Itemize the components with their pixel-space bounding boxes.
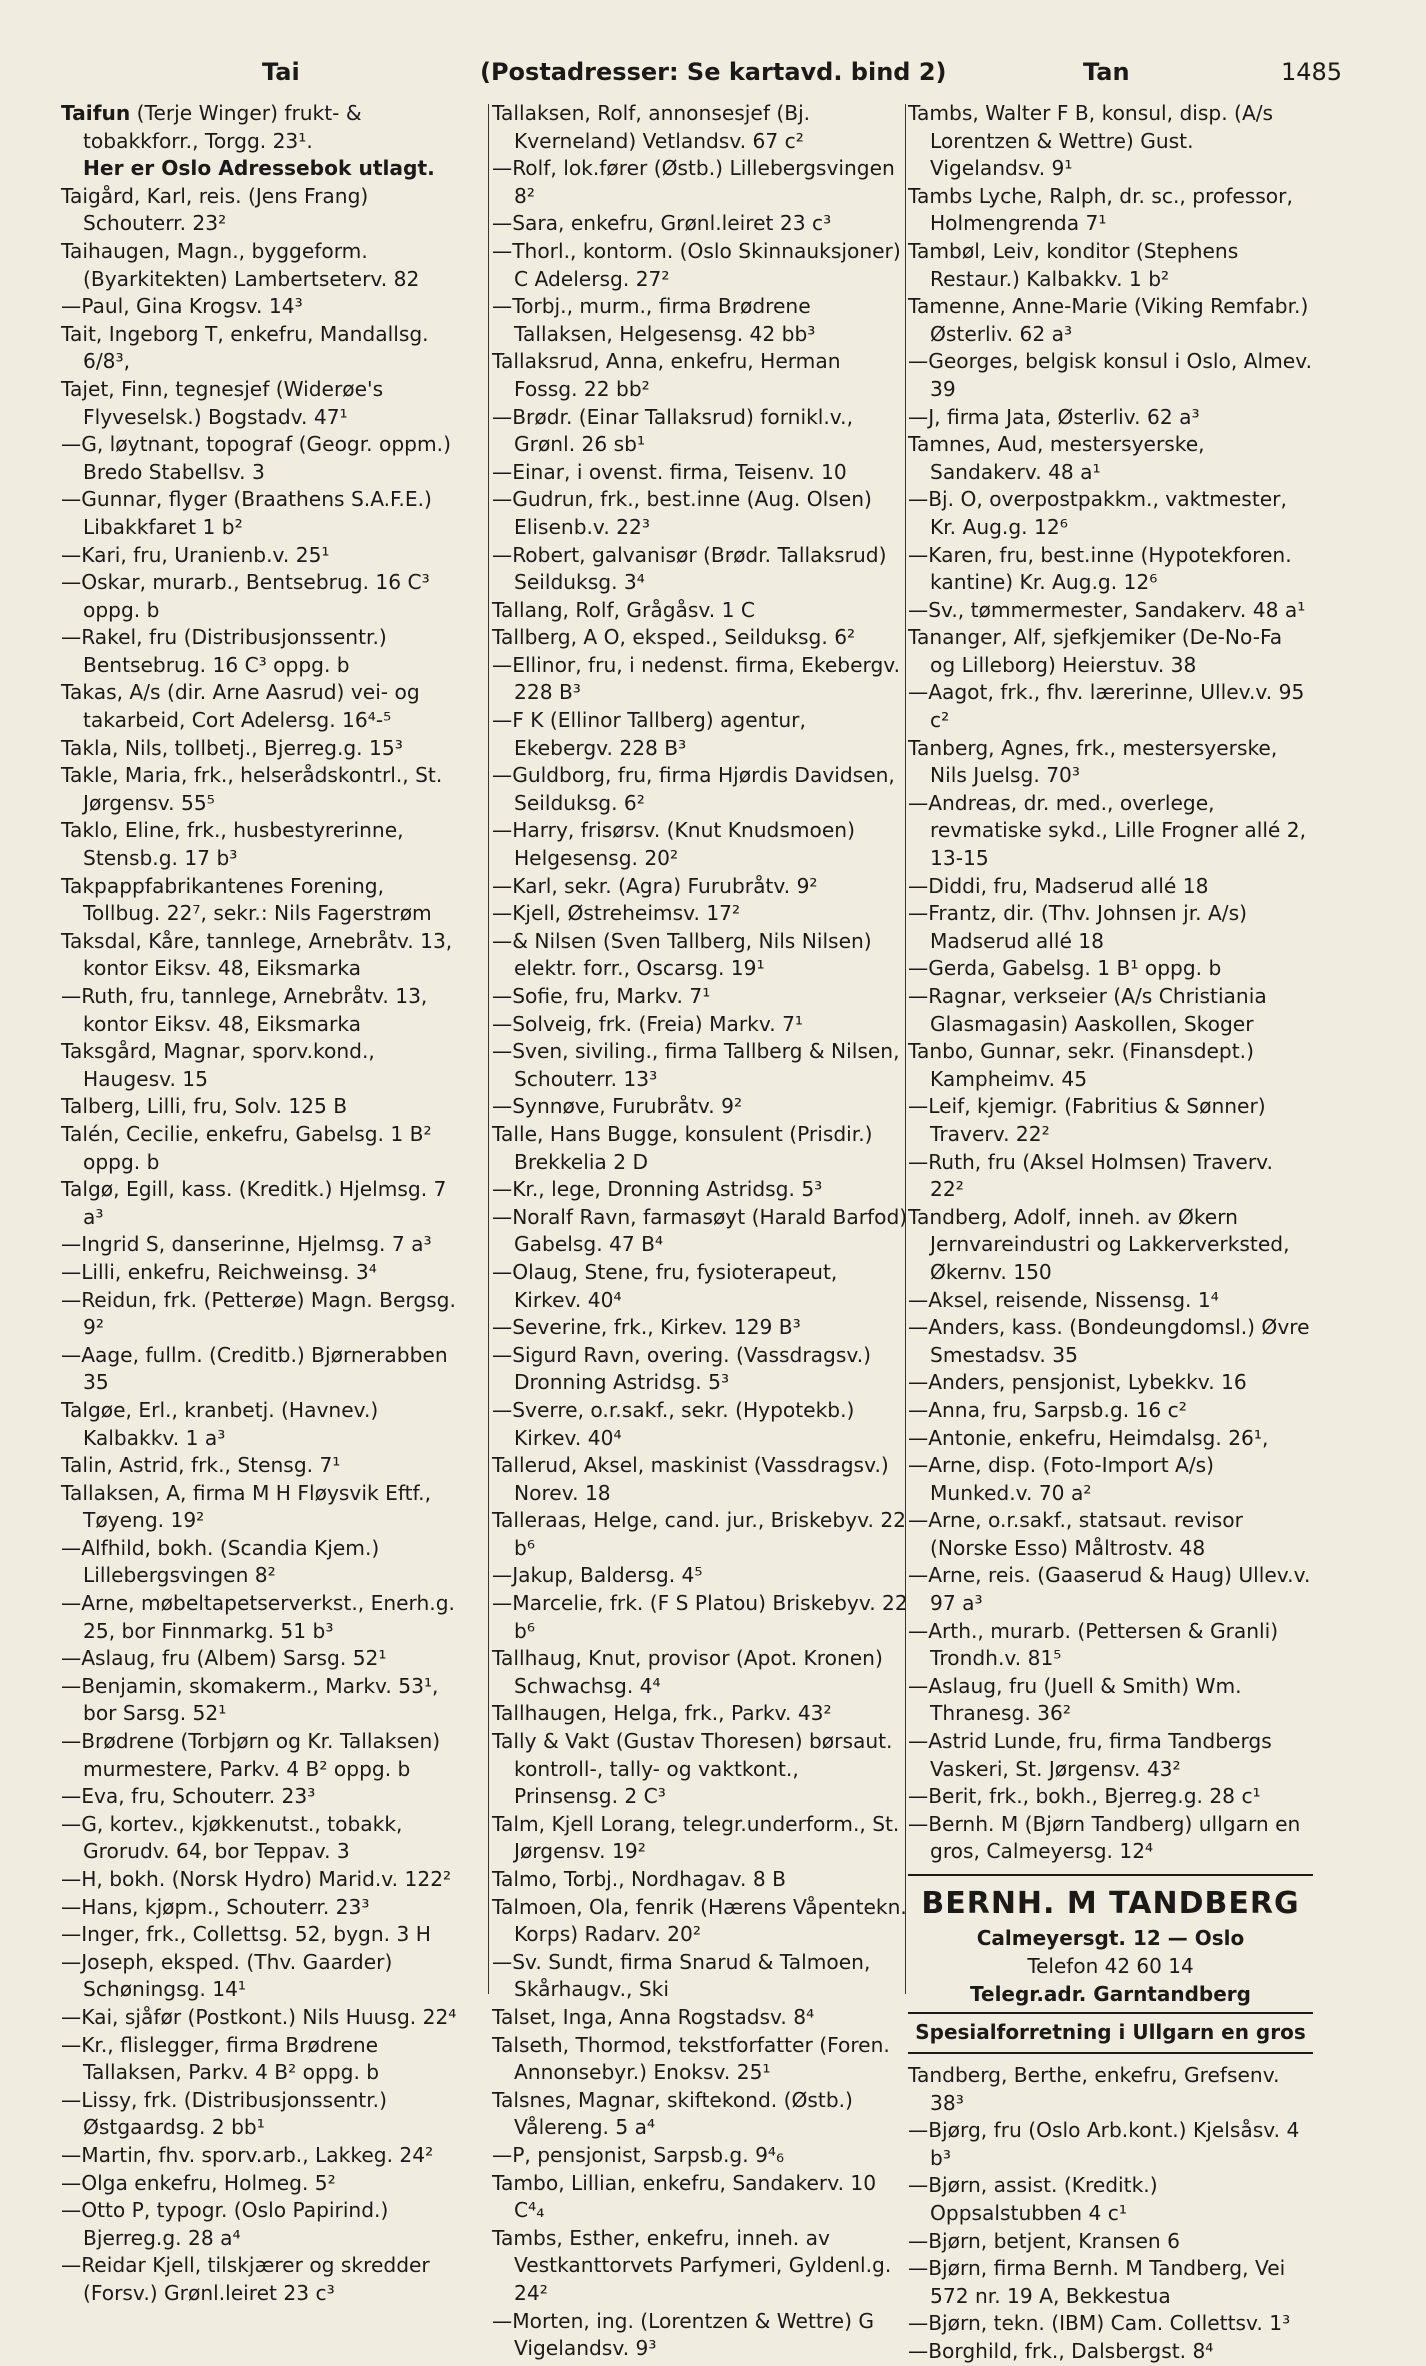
- directory-entry: Talleraas, Helge, cand. jur., Briskebyv. 22 b⁶: [492, 1508, 907, 1560]
- directory-entry: —Bjørn, tekn. (IBM) Cam. Collettsv. 1³: [908, 2311, 1291, 2336]
- ad-specialty: Spesialforretning i Ullgarn en gros: [908, 2012, 1313, 2046]
- directory-entry: —Berit, frk., bokh., Bjerreg.g. 28 c¹: [908, 1784, 1261, 1809]
- directory-entry: Talsnes, Magnar, skiftekond. (Østb.) Vålereng. 5 a⁴: [492, 2087, 853, 2140]
- directory-entry: —Inger, frk., Collettsg. 52, bygn. 3 H: [61, 1922, 431, 1947]
- directory-entry: Tanbo, Gunnar, sekr. (Finansdept.) Kampheimv. 45: [908, 1039, 1254, 1091]
- directory-entry: —Kr., lege, Dronning Astridsg. 5³: [492, 1177, 823, 1202]
- directory-entry: —Alfhild, bokh. (Scandia Kjem.) Lillebergsvingen 8²: [61, 1535, 380, 1588]
- directory-entry: Talmo, Torbj., Nordhagav. 8 B: [492, 1867, 786, 1891]
- directory-entry: Tallaksen, A, firma M H Fløysvik Eftf., Tøyeng. 19²: [61, 1480, 431, 1533]
- directory-entry: —Leif, kjemigr. (Fabritius & Sønner) Traverv. 22²: [908, 1094, 1266, 1146]
- directory-entry: —Reidun, frk. (Petterøe) Magn. Bergsg. 9²: [61, 1287, 456, 1340]
- directory-entry: —Paul, Gina Krogsv. 14³: [61, 294, 303, 319]
- directory-entry: Tambs, Walter F B, konsul, disp. (A/s Lorentzen & Wettre) Gust. Vigelandsv. 9¹: [908, 101, 1274, 181]
- directory-entry: —Karen, fru, best.inne (Hypotekforen. kantine) Kr. Aug.g. 12⁶: [908, 542, 1292, 595]
- directory-entry: —Frantz, dir. (Thv. Johnsen jr. A/s) Madserud allé 18: [908, 901, 1247, 953]
- directory-entry: —Kr., flislegger, firma Brødrene Tallaksen, Parkv. 4 B² oppg. b: [61, 2032, 380, 2085]
- directory-entry: Tambo, Lillian, enkefru, Sandakerv. 10 C⁴₄: [492, 2170, 877, 2223]
- directory-entry: Tambs, Esther, enkefru, inneh. av Vestkanttorvets Parfymeri, Gyldenl.g. 24²: [492, 2225, 892, 2305]
- directory-entry: Talgø, Egill, kass. (Kreditk.) Hjelmsg. 7 a³: [61, 1177, 447, 1229]
- directory-entry: —Ingrid S, danserinne, Hjelmsg. 7 a³: [61, 1232, 432, 1257]
- directory-entry: —Bjørg, fru (Oslo Arb.kont.) Kjelsåsv. 4 b³: [908, 2118, 1300, 2170]
- directory-entry: Talmoen, Ola, fenrik (Hærens Våpentekn. Korps) Radarv. 20²: [492, 1894, 907, 1947]
- directory-entry: —J, firma Jata, Østerliv. 62 a³: [908, 404, 1200, 429]
- directory-entry: —Olaug, Stene, fru, fysioterapeut, Kirkev. 40⁴: [492, 1259, 838, 1312]
- directory-entry: —Karl, sekr. (Agra) Furubråtv. 9²: [492, 873, 818, 898]
- directory-entry: —Ragnar, verkseier (A/s Christiania Glasmagasin) Aaskollen, Skoger: [908, 984, 1267, 1036]
- directory-entry: Talén, Cecilie, enkefru, Gabelsg. 1 B² oppg. b: [61, 1121, 432, 1174]
- directory-entry: —Anna, fru, Sarpsb.g. 16 c²: [908, 1397, 1187, 1422]
- directory-entry: —Aksel, reisende, Nissensg. 1⁴: [908, 1287, 1219, 1312]
- column-2: [492, 100, 908, 2363]
- directory-entry: —F K (Ellinor Tallberg) agentur, Ekebergv. 228 B³: [492, 708, 806, 760]
- directory-entry: —Severine, frk., Kirkev. 129 B³: [492, 1315, 801, 1340]
- page-header: [0, 52, 1426, 92]
- directory-entry: —Kari, fru, Uranienb.v. 25¹: [61, 542, 330, 567]
- directory-entry: —Noralf Ravn, farmasøyt (Harald Barfod) Gabelsg. 47 B⁴: [492, 1204, 908, 1257]
- directory-entry: —Gunnar, flyger (Braathens S.A.F.E.) Libakkfaret 1 b²: [61, 487, 432, 539]
- directory-entry: —Gerda, Gabelsg. 1 B¹ oppg. b: [908, 956, 1222, 981]
- directory-entry: Tallaksrud, Anna, enkefru, Herman Fossg. 22 bb²: [492, 349, 841, 401]
- directory-entry: —Andreas, dr. med., overlege, revmatiske sykd., Lille Frogner allé 2, 13-15: [908, 790, 1307, 871]
- directory-entry: Tallberg, A O, eksped., Seilduksg. 6²: [492, 625, 856, 650]
- directory-entry: —Olga enkefru, Holmeg. 5²: [61, 2170, 336, 2195]
- directory-entry: —Eva, fru, Schouterr. 23³: [61, 1784, 316, 1809]
- notice-line: Her er Oslo Adressebok utlagt.: [83, 156, 435, 181]
- entry-text: (Terje Winger) frukt- & tobakkforr., Torgg. 23¹.: [83, 101, 362, 153]
- header-center-note: (Postadresser: Se kartavd. bind 2): [480, 58, 947, 86]
- directory-entry: —P, pensjonist, Sarpsb.g. 9⁴₆: [492, 2142, 785, 2167]
- directory-entry: —Bj. O, overpostpakkm., vaktmester, Kr. Aug.g. 12⁶: [908, 487, 1287, 539]
- directory-entry: —Lilli, enkefru, Reichweinsg. 3⁴: [61, 1259, 377, 1284]
- directory-entry: —Marcelie, frk. (F S Platou) Briskebyv. 22 b⁶: [492, 1591, 908, 1643]
- directory-entry: —Robert, galvanisør (Brødr. Tallaksrud) Seilduksg. 3⁴: [492, 542, 887, 595]
- directory-entry: Tambs Lyche, Ralph, dr. sc., professor, Holmengrenda 7¹: [908, 183, 1293, 236]
- directory-entry: —Hans, kjøpm., Schouterr. 23³: [61, 1894, 370, 1919]
- directory-entry: —Synnøve, Furubråtv. 9²: [492, 1094, 743, 1119]
- directory-entry: Tanberg, Agnes, frk., mestersyerske, Nils Juelsg. 70³: [908, 735, 1278, 788]
- directory-entry: —Kjell, Østreheimsv. 17²: [492, 901, 741, 926]
- directory-entry: Talgøe, Erl., kranbetj. (Havnev.) Kalbakkv. 1 a³: [61, 1397, 379, 1450]
- directory-entry: —Sigurd Ravn, overing. (Vassdragsv.) Dronning Astridsg. 5³: [492, 1342, 872, 1395]
- directory-entry: —Sven, siviling., firma Tallberg & Nilsen, Schouterr. 13³: [492, 1039, 900, 1091]
- directory-entry: Talle, Hans Bugge, konsulent (Prisdir.) Brekkelia 2 D: [492, 1121, 873, 1174]
- directory-entry: Talset, Inga, Anna Rogstadsv. 8⁴: [492, 2004, 815, 2029]
- directory-entry: —Torbj., murm., firma Brødrene Tallaksen, Helgesensg. 42 bb³: [492, 294, 816, 346]
- directory-entry: —Arne, reis. (Gaaserud & Haug) Ullev.v. 97 a³: [908, 1563, 1311, 1616]
- directory-entry: —Martin, fhv. sporv.arb., Lakkeg. 24²: [61, 2142, 434, 2167]
- directory-entry: —Morten, ing. (Lorentzen & Wettre) G Vigelandsv. 9³: [492, 2308, 875, 2361]
- ad-address: Calmeyersgt. 12 — Oslo: [976, 1926, 1245, 1950]
- directory-entry: Talberg, Lilli, fru, Solv. 125 B: [61, 1094, 348, 1119]
- ad-company-name: BERNH. M TANDBERG: [921, 1886, 1300, 1921]
- directory-entry: —Jakup, Baldersg. 4⁵: [492, 1563, 703, 1588]
- ad-telegraph: Telegr.adr. Garntandberg: [970, 1982, 1251, 2006]
- directory-entry: —Bjørn, assist. (Kreditk.) Oppsalstubben 4 c¹: [908, 2173, 1158, 2225]
- directory-entry: Tallaksen, Rolf, annonsesjef (Bj. Kverneland) Vetlandsv. 67 c²: [492, 101, 811, 153]
- directory-entry: [61, 100, 466, 155]
- directory-entry: Taihaugen, Magn., byggeform. (Byarkitekten) Lambertseterv. 82: [61, 238, 420, 291]
- directory-entry: —Bernh. M (Bjørn Tandberg) ullgarn en gros, Calmeyersg. 12⁴: [908, 1811, 1301, 1864]
- directory-entry: —Anders, kass. (Bondeungdomsl.) Øvre Smestadsv. 35: [908, 1315, 1310, 1367]
- directory-entry: —Brødr. (Einar Tallaksrud) fornikl.v., Grønl. 26 sb¹: [492, 404, 853, 457]
- directory-entry: Takas, A/s (dir. Arne Aasrud) vei- og takarbeid, Cort Adelersg. 16⁴-⁵: [61, 680, 420, 733]
- directory-entry: —Arne, o.r.sakf., statsaut. revisor (Norske Esso) Måltrostv. 48: [908, 1508, 1243, 1560]
- directory-entry: —Sv., tømmermester, Sandakerv. 48 a¹: [908, 597, 1306, 622]
- directory-entry: Talseth, Thormod, tekstforfatter (Foren. Annonsebyr.) Enoksv. 25¹: [492, 2032, 890, 2085]
- directory-entry: —Sverre, o.r.sakf., sekr. (Hypotekb.) Kirkev. 40⁴: [492, 1397, 855, 1450]
- directory-entry: —Rolf, lok.fører (Østb.) Lillebergsvingen 8²: [492, 156, 895, 208]
- directory-entry: Tambøl, Leiv, konditor (Stephens Restaur.) Kalbakkv. 1 b²: [908, 238, 1239, 291]
- directory-entry: —Benjamin, skomakerm., Markv. 53¹, bor Sarsg. 52¹: [61, 1673, 439, 1726]
- directory-entry: Taigård, Karl, reis. (Jens Frang) Schouterr. 23²: [61, 183, 369, 236]
- directory-entry: —Brødrene (Torbjørn og Kr. Tallaksen) murmestere, Parkv. 4 B² oppg. b: [61, 1729, 441, 1781]
- directory-entry: —Sv. Sundt, firma Snarud & Talmoen, Skårhaugv., Ski: [492, 1949, 871, 2002]
- directory-entry: Takla, Nils, tollbetj., Bjerreg.g. 15³: [61, 735, 403, 760]
- advertisement-box: [908, 1874, 1313, 2054]
- directory-entry: —Solveig, frk. (Freia) Markv. 7¹: [492, 1011, 804, 1036]
- directory-entry: —Reidar Kjell, tilskjærer og skredder (Forsv.) Grønl.leiret 23 c³: [61, 2253, 430, 2305]
- directory-entry: —Aslaug, fru (Juell & Smith) Wm. Thranesg. 36²: [908, 1673, 1242, 1726]
- page-number: 1485: [1281, 58, 1343, 86]
- directory-entry: —Aslaug, fru (Albem) Sarsg. 52¹: [61, 1646, 387, 1671]
- directory-entry: —Gudrun, frk., best.inne (Aug. Olsen) Elisenb.v. 22³: [492, 487, 872, 539]
- directory-entry: Takle, Maria, frk., helserådskontrl., St. Jørgensv. 55⁵: [61, 763, 443, 815]
- directory-entry: —Bjørn, firma Bernh. M Tandberg, Vei 572 nr. 19 A, Bekkestua: [908, 2256, 1286, 2308]
- directory-entry: Taksgård, Magnar, sporv.kond., Haugesv. 15: [61, 1039, 375, 1091]
- directory-entry: —Arne, møbeltapetserverkst., Enerh.g. 25, bor Finnmarkg. 51 b³: [61, 1591, 455, 1643]
- header-right-keyword: Tan: [1083, 58, 1130, 86]
- directory-entry: —Astrid Lunde, fru, firma Tandbergs Vaskeri, St. Jørgensv. 43²: [908, 1729, 1272, 1781]
- directory-entry: —Antonie, enkefru, Heimdalsg. 26¹,: [908, 1425, 1269, 1450]
- directory-entry: —Joseph, eksped. (Thv. Gaarder) Schøningsg. 14¹: [61, 1949, 393, 2002]
- directory-entry: Tajet, Finn, tegnesjef (Widerøe's Flyveselsk.) Bogstadv. 47¹: [61, 376, 384, 429]
- directory-entry: —H, bokh. (Norsk Hydro) Marid.v. 122²: [61, 1867, 452, 1891]
- directory-entry: Talin, Astrid, frk., Stensg. 7¹: [61, 1453, 341, 1478]
- directory-entry: Tananger, Alf, sjefkjemiker (De-No-Fa og Lilleborg) Heierstuv. 38: [908, 625, 1283, 677]
- column-1: [61, 100, 466, 2308]
- directory-entry: Tally & Vakt (Gustav Thoresen) børsaut. kontroll-, tally- og vaktkont., Prinsensg. 2 C³: [492, 1729, 893, 1809]
- directory-entry: Talm, Kjell Lorang, telegr.underform., St. Jørgensv. 19²: [492, 1811, 900, 1864]
- directory-entry: —Ruth, fru, tannlege, Arnebråtv. 13, kontor Eiksv. 48, Eiksmarka: [61, 984, 428, 1036]
- directory-entry: Taksdal, Kåre, tannlege, Arnebråtv. 13, kontor Eiksv. 48, Eiksmarka: [61, 928, 453, 981]
- ad-phone: Telefon 42 60 14: [1027, 1954, 1194, 1978]
- directory-entry: —Oskar, murarb., Bentsebrug. 16 C³ oppg. b: [61, 570, 430, 622]
- directory-entry: —Otto P, typogr. (Oslo Papirind.) Bjerreg.g. 28 a⁴: [61, 2198, 389, 2250]
- directory-entry: —Harry, frisørsv. (Knut Knudsmoen) Helgesensg. 20²: [492, 818, 855, 871]
- directory-entry: —Aagot, frk., fhv. lærerinne, Ullev.v. 95 c²: [908, 680, 1305, 733]
- directory-entry: Tandberg, Berthe, enkefru, Grefsenv. 38³: [908, 2063, 1280, 2115]
- column-3: [908, 100, 1313, 2366]
- header-left-keyword: Tai: [262, 58, 300, 86]
- directory-entry: —Anders, pensjonist, Lybekkv. 16: [908, 1370, 1247, 1395]
- directory-entry: Tallang, Rolf, Grågåsv. 1 C: [492, 597, 755, 622]
- directory-entry: —Lissy, frk. (Distribusjonssentr.) Østgaardsg. 2 bb¹: [61, 2087, 387, 2140]
- directory-entry: —Bjørn, betjent, Kransen 6: [908, 2228, 1180, 2253]
- directory-entry: —Arth., murarb. (Pettersen & Granli) Trondh.v. 81⁵: [908, 1618, 1279, 1671]
- directory-entry: —Thorl., kontorm. (Oslo Skinnauksjoner) C Adelersg. 27²: [492, 238, 901, 291]
- directory-entry: —Sofie, fru, Markv. 7¹: [492, 984, 711, 1008]
- directory-entry: Tallerud, Aksel, maskinist (Vassdragsv.) Norev. 18: [492, 1453, 889, 1505]
- directory-entry: Tandberg, Adolf, inneh. av Økern Jernvareindustri og Lakkerverksted, Økernv. 150: [908, 1204, 1290, 1284]
- directory-entry: Takpappfabrikantenes Forening, Tollbug. 22⁷, sekr.: Nils Fagerstrøm: [61, 873, 432, 926]
- directory-entry: —Sara, enkefru, Grønl.leiret 23 c³: [492, 211, 832, 236]
- column-divider: [488, 104, 489, 1994]
- directory-entry: —Aage, fullm. (Creditb.) Bjørnerabben 35: [61, 1342, 448, 1395]
- directory-entry: —Guldborg, fru, firma Hjørdis Davidsen, Seilduksg. 6²: [492, 763, 895, 815]
- directory-entry: Tallhaug, Knut, provisor (Apot. Kronen) Schwachsg. 4⁴: [492, 1646, 883, 1698]
- directory-entry: —Borghild, frk., Dalsbergst. 8⁴: [908, 2338, 1214, 2363]
- directory-entry: —G, kortev., kjøkkenutst., tobakk, Grorudv. 64, bor Teppav. 3: [61, 1811, 403, 1864]
- directory-entry: —G, løytnant, topograf (Geogr. oppm.) Bredo Stabellsv. 3: [61, 432, 451, 484]
- directory-entry: —& Nilsen (Sven Tallberg, Nils Nilsen) elektr. forr., Oscarsg. 19¹: [492, 928, 872, 981]
- directory-entry: —Arne, disp. (Foto-Import A/s) Munked.v. 70 a²: [908, 1453, 1215, 1505]
- entry-keyword: Taifun: [61, 101, 131, 125]
- directory-entry: Tallhaugen, Helga, frk., Parkv. 43²: [492, 1701, 832, 1726]
- directory-entry: —Rakel, fru (Distribusjonssentr.) Bentsebrug. 16 C³ oppg. b: [61, 625, 387, 677]
- directory-entry: Taklo, Eline, frk., husbestyrerinne, Stensb.g. 17 b³: [61, 818, 404, 871]
- directory-entry: —Ruth, fru (Aksel Holmsen) Traverv. 22²: [908, 1149, 1273, 1202]
- directory-entry: —Einar, i ovenst. firma, Teisenv. 10: [492, 459, 847, 484]
- directory-entry: Tamenne, Anne-Marie (Viking Remfabr.) Østerliv. 62 a³: [908, 294, 1309, 346]
- directory-entry: Tamnes, Aud, mestersyerske, Sandakerv. 48 a¹: [908, 432, 1205, 484]
- directory-entry: Tait, Ingeborg T, enkefru, Mandallsg. 6/8³,: [61, 321, 429, 374]
- directory-entry: —Diddi, fru, Madserud allé 18: [908, 873, 1209, 898]
- directory-entry: —Ellinor, fru, i nedenst. firma, Ekebergv. 228 B³: [492, 652, 901, 705]
- directory-entry: —Kai, sjåfør (Postkont.) Nils Huusg. 22⁴: [61, 2004, 457, 2029]
- directory-entry: —Georges, belgisk konsul i Oslo, Almev. 39: [908, 349, 1313, 401]
